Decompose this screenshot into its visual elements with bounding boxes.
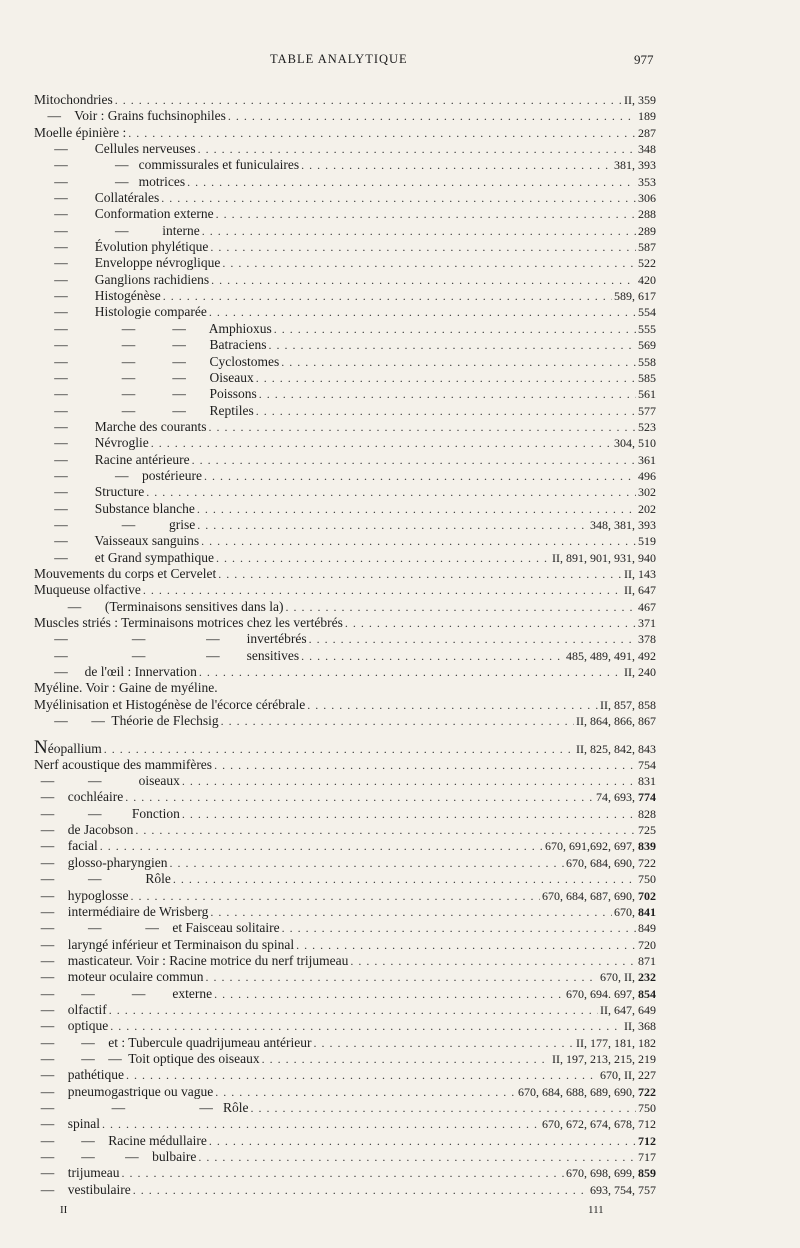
index-entry (34, 337, 656, 353)
entry-label: — de l'œil : Innervation (34, 664, 197, 680)
entry-label: Myélinisation et Histogénèse de l'écorce cérébrale (34, 696, 306, 712)
entry-label: — — — Rôle (34, 1099, 249, 1115)
entry-pages: 587 (638, 240, 656, 255)
index-entry (34, 533, 656, 549)
entry-label: — — motrices (34, 173, 186, 189)
index-entry (34, 713, 656, 729)
entry-pages: 670, 691,692, 697, 839 (545, 839, 656, 854)
entry-pages: 670, II, 232 (600, 970, 656, 985)
dot-leader (187, 174, 636, 190)
dot-leader (350, 953, 636, 969)
entry-label: — Cellules nerveuses (34, 141, 196, 157)
index-entry (34, 550, 656, 566)
entry-pages: 585 (638, 370, 656, 385)
entry-pages: 554 (638, 305, 656, 320)
entry-pages: 306 (638, 191, 656, 206)
index-entry (34, 986, 656, 1002)
index-entry (34, 517, 656, 533)
entry-label: — Ganglions rachidiens (34, 271, 210, 287)
dot-leader (268, 337, 636, 353)
entry-pages: 725 (638, 823, 656, 838)
dot-leader (216, 550, 550, 566)
entry-pages: 378 (638, 632, 656, 647)
dot-leader (209, 1133, 636, 1149)
dot-leader (100, 838, 543, 854)
index-entry (34, 272, 656, 288)
entry-pages: 189 (638, 109, 656, 124)
entry-label: — glosso-pharyngien (34, 854, 168, 870)
entry-pages: 871 (638, 953, 656, 968)
dot-leader (110, 1018, 622, 1034)
dot-leader (215, 1084, 516, 1100)
entry-pages: 670, 841 (614, 904, 656, 919)
entry-pages: 522 (638, 256, 656, 271)
dot-leader (211, 272, 636, 288)
entry-label: — Évolution phylétique (34, 239, 209, 255)
dot-leader (125, 789, 594, 805)
dot-leader (214, 986, 564, 1002)
entry-pages: 381, 393 (614, 158, 656, 173)
entry-label: Moelle épinière : (34, 124, 127, 140)
entry-label: — Histologie comparée (34, 304, 207, 320)
entry-pages: 670, 684, 688, 689, 690, 722 (518, 1084, 656, 1099)
dot-leader (214, 757, 636, 773)
entry-label: — facial (34, 838, 98, 854)
entry-pages: 828 (638, 806, 656, 821)
dot-leader (256, 370, 636, 386)
dot-leader (282, 920, 636, 936)
entry-pages: 420 (638, 272, 656, 287)
entry-pages: 670, 684, 690, 722 (566, 855, 656, 870)
dot-leader (173, 871, 636, 887)
dot-leader (109, 1002, 598, 1018)
index-entry (34, 223, 656, 239)
entry-label: Mitochondries (34, 92, 113, 107)
entry-label: — — — Amphioxus (34, 320, 272, 336)
entry-pages: 589, 617 (614, 289, 656, 304)
index-entry (34, 871, 656, 887)
index-entries (34, 92, 656, 1198)
index-entry (34, 969, 656, 985)
index-entry (34, 599, 656, 615)
index-entry (34, 1051, 656, 1067)
index-entry (34, 855, 656, 871)
dot-leader (301, 648, 564, 664)
entry-label: — masticateur. Voir : Racine motrice du nerf trijumeau (34, 952, 349, 968)
entry-label: Mouvements du corps et Cervelet (34, 565, 217, 581)
index-entry (34, 953, 656, 969)
dot-leader (169, 855, 564, 871)
dot-leader (221, 713, 574, 729)
index-entry (34, 125, 656, 141)
index-entry (34, 452, 656, 468)
entry-pages: 202 (638, 501, 656, 516)
sheet-number: 111 (588, 1204, 604, 1216)
entry-pages: 555 (638, 321, 656, 336)
entry-label: — — — bulbaire (34, 1149, 197, 1164)
dot-leader (313, 1035, 574, 1051)
index-entry (34, 1100, 656, 1116)
entry-label: — — — Toit optique des oiseaux (34, 1050, 260, 1066)
dot-leader (126, 1067, 598, 1083)
entry-pages: II, 891, 901, 931, 940 (552, 550, 656, 565)
index-entry (34, 582, 656, 598)
entry-pages: 288 (638, 207, 656, 222)
entry-label: — — — invertébrés (34, 631, 307, 647)
entry-label: — olfactif (34, 1001, 107, 1017)
index-entry (34, 1133, 656, 1149)
page-number: 977 (634, 52, 654, 67)
index-entry (34, 141, 656, 157)
entry-label: — — — sensitives (34, 647, 300, 663)
index-entry (34, 255, 656, 271)
index-entry (34, 419, 656, 435)
index-entry (34, 304, 656, 320)
dot-leader (256, 403, 636, 419)
index-entry (34, 108, 656, 124)
entry-pages: 353 (638, 174, 656, 189)
index-entry (34, 1002, 656, 1018)
dot-leader (296, 937, 636, 953)
index-entry (34, 680, 656, 696)
dot-leader (197, 517, 588, 533)
entry-pages: 693, 754, 757 (590, 1182, 656, 1197)
entry-label: — — — Oiseaux (34, 369, 254, 385)
entry-label: Néopallium (34, 737, 102, 759)
dot-leader (218, 566, 622, 582)
entry-pages: 670, 672, 674, 678, 712 (542, 1117, 656, 1132)
dot-leader (143, 582, 622, 598)
dot-leader (204, 468, 636, 484)
index-entry (34, 631, 656, 647)
entry-label: — — — Reptiles (34, 402, 254, 418)
dot-leader (262, 1051, 550, 1067)
entry-pages: II, 197, 213, 215, 219 (552, 1051, 656, 1066)
entry-label: — — grise (34, 516, 196, 532)
index-entry (34, 737, 656, 759)
dot-leader (104, 741, 574, 757)
entry-label: — optique (34, 1018, 109, 1034)
dot-leader (102, 1116, 540, 1132)
entry-pages: 561 (638, 387, 656, 402)
entry-label: — Racine antérieure (34, 451, 190, 467)
entry-pages: 558 (638, 354, 656, 369)
index-entry (34, 806, 656, 822)
dot-leader (345, 615, 636, 631)
dot-leader (307, 697, 598, 713)
entry-label: — Voir : Grains fuchsinophiles (34, 108, 226, 124)
dot-leader (301, 157, 612, 173)
dot-leader (182, 773, 636, 789)
dot-leader (115, 92, 622, 108)
index-entry (34, 1182, 656, 1198)
index-entry (34, 1067, 656, 1083)
entry-pages: II, 177, 181, 182 (576, 1035, 656, 1050)
entry-pages: 371 (638, 616, 656, 630)
entry-pages: II, 857, 858 (600, 697, 656, 712)
entry-pages: 519 (638, 534, 656, 549)
entry-label: — Histogénèse (34, 288, 161, 304)
entry-pages: 849 (638, 921, 656, 936)
dot-leader (198, 141, 636, 157)
entry-label: — intermédiaire de Wrisberg (34, 903, 209, 919)
index-entry (34, 838, 656, 854)
entry-pages: II, 864, 866, 867 (576, 714, 656, 729)
entry-label: — Vaisseaux sanguins (34, 533, 200, 549)
entry-label: — — Fonction (34, 805, 180, 821)
index-entry (34, 239, 656, 255)
entry-label: — Structure (34, 484, 145, 500)
entry-pages: II, 825, 842, 843 (576, 742, 656, 757)
entry-pages: 348 (638, 142, 656, 157)
dot-leader (205, 969, 598, 985)
entry-label: Nerf acoustique des mammifères (34, 756, 213, 772)
entry-pages: 302 (638, 485, 656, 500)
index-entry (34, 206, 656, 222)
entry-label: — — — externe (34, 985, 213, 1001)
entry-label: — — oiseaux (34, 773, 180, 789)
entry-pages: 467 (638, 599, 656, 614)
entry-pages: 577 (638, 403, 656, 418)
dot-leader (199, 664, 622, 680)
index-entry (34, 386, 656, 402)
entry-pages: 750 (638, 872, 656, 887)
entry-label: — Névroglie (34, 435, 149, 451)
dot-leader (309, 631, 636, 647)
page-title: TABLE ANALYTIQUE (270, 52, 408, 66)
dot-leader (163, 288, 612, 304)
index-entry (34, 403, 656, 419)
index-entry (34, 435, 656, 451)
entry-label: — — — Batraciens (34, 337, 267, 353)
entry-label: — (Terminaisons sensitives dans la) (34, 598, 284, 614)
index-entry (34, 174, 656, 190)
entry-pages: 754 (638, 757, 656, 772)
dot-leader (228, 108, 636, 124)
entry-pages: 720 (638, 937, 656, 952)
index-entry (34, 501, 656, 517)
entry-label: — pathétique (34, 1067, 124, 1083)
entry-pages: 712 (638, 1133, 656, 1148)
entry-label: — — — et Faisceau solitaire (34, 920, 280, 936)
entry-label: — spinal (34, 1116, 100, 1132)
index-entry (34, 615, 656, 631)
entry-label: — Substance blanche (34, 500, 195, 516)
index-entry (34, 484, 656, 500)
dot-leader (133, 1182, 588, 1198)
entry-label: — laryngé inférieur et Terminaison du spinal (34, 936, 295, 952)
index-entry (34, 321, 656, 337)
entry-pages: 289 (638, 223, 656, 238)
dot-leader (192, 452, 636, 468)
entry-pages: II, 240 (624, 665, 656, 680)
entry-label: Muqueuse olfactive (34, 582, 141, 598)
dot-leader (210, 239, 636, 255)
entry-label: — — Rôle (34, 871, 171, 887)
entry-label: — — interne (34, 222, 200, 238)
entry-pages: 670, 694. 697, 854 (566, 986, 656, 1001)
entry-label: — Enveloppe névroglique (34, 255, 221, 271)
page-footer (60, 1204, 620, 1220)
dot-leader (197, 501, 636, 517)
entry-pages: 670, II, 227 (600, 1068, 656, 1083)
entry-pages: 523 (638, 419, 656, 434)
index-entry (34, 920, 656, 936)
index-entry (34, 157, 656, 173)
entry-pages: II, 368 (624, 1019, 656, 1034)
index-entry (34, 566, 656, 582)
entry-label: — — postérieure (34, 467, 202, 483)
index-entry (34, 1165, 656, 1181)
page-header (34, 52, 654, 74)
entry-pages: II, 143 (624, 566, 656, 581)
dot-leader (281, 354, 636, 370)
dot-leader (161, 190, 636, 206)
dot-leader (151, 435, 612, 451)
dot-leader (202, 223, 636, 239)
index-entry (34, 354, 656, 370)
entry-pages: 361 (638, 452, 656, 467)
entry-label: Myéline. Voir : Gaine de myéline. (34, 680, 218, 696)
entry-label: — vestibulaire (34, 1181, 131, 1197)
dot-leader (210, 904, 612, 920)
entry-pages: II, 359 (624, 93, 656, 107)
index-entry (34, 1149, 656, 1165)
entry-pages: 569 (638, 338, 656, 353)
dot-leader (135, 822, 636, 838)
entry-label: — — commissurales et funiculaires (34, 157, 300, 173)
entry-pages: 750 (638, 1100, 656, 1115)
entry-pages: 74, 693, 774 (596, 790, 656, 805)
index-entry (34, 822, 656, 838)
entry-label: — moteur oculaire commun (34, 969, 204, 985)
dot-leader (182, 806, 636, 822)
entry-label: — Conformation externe (34, 206, 214, 222)
index-entry (34, 468, 656, 484)
index-entry (34, 937, 656, 953)
signature-mark: II (60, 1204, 68, 1216)
entry-pages: 304, 510 (614, 436, 656, 451)
index-entry (34, 904, 656, 920)
entry-pages: 670, 684, 687, 690, 702 (542, 888, 656, 903)
index-entry (34, 370, 656, 386)
dot-leader (216, 206, 636, 222)
index-entry (34, 888, 656, 904)
entry-pages: II, 647, 649 (600, 1002, 656, 1017)
dot-leader (286, 599, 636, 615)
dot-leader (121, 1165, 564, 1181)
index-entry (34, 773, 656, 789)
entry-pages: 670, 698, 699, 859 (566, 1166, 656, 1181)
dot-leader (209, 304, 636, 320)
dot-leader (251, 1100, 637, 1116)
index-entry (34, 92, 656, 108)
entry-pages: 485, 489, 491, 492 (566, 648, 656, 663)
entry-pages: 496 (638, 468, 656, 483)
entry-pages: 287 (638, 125, 656, 140)
entry-label: — — Théorie de Flechsig (34, 713, 219, 729)
dot-leader (208, 419, 636, 435)
entry-label: — — et : Tubercule quadrijumeau antérieur (34, 1034, 312, 1050)
index-entry (34, 789, 656, 805)
entry-label: — Marche des courants (34, 418, 207, 434)
entry-label: — trijumeau (34, 1165, 120, 1181)
dot-leader (131, 888, 541, 904)
entry-label: — cochléaire (34, 789, 124, 805)
entry-label: — — — Cyclostomes (34, 353, 280, 369)
entry-pages: 348, 381, 393 (590, 517, 656, 532)
index-entry (34, 757, 656, 773)
index-entry (34, 1084, 656, 1100)
entry-pages: II, 647 (624, 583, 656, 598)
entry-label: — — Racine médullaire (34, 1132, 207, 1148)
index-entry (34, 1018, 656, 1034)
dot-leader (259, 386, 636, 402)
dot-leader (274, 321, 636, 337)
index-entry (34, 190, 656, 206)
entry-label: — hypoglosse (34, 887, 129, 903)
dot-leader (146, 484, 636, 500)
entry-label: — — — Poissons (34, 386, 257, 402)
entry-label: — pneumogastrique ou vague (34, 1083, 214, 1099)
entry-label: — de Jacobson (34, 822, 134, 838)
index-entry (34, 1116, 656, 1132)
index-entry (34, 697, 656, 713)
entry-pages: 717 (638, 1150, 656, 1164)
dot-leader (198, 1149, 636, 1165)
dot-leader (128, 125, 636, 141)
index-entry (34, 664, 656, 680)
index-entry (34, 648, 656, 664)
entry-label: — Collatérales (34, 190, 160, 206)
entry-label: Muscles striés : Terminaisons motrices chez les vertébrés (34, 615, 343, 630)
index-entry (34, 288, 656, 304)
entry-label: — et Grand sympathique (34, 549, 214, 565)
index-entry (34, 1035, 656, 1051)
dot-leader (222, 255, 636, 271)
dot-leader (201, 533, 636, 549)
entry-pages: 831 (638, 774, 656, 789)
